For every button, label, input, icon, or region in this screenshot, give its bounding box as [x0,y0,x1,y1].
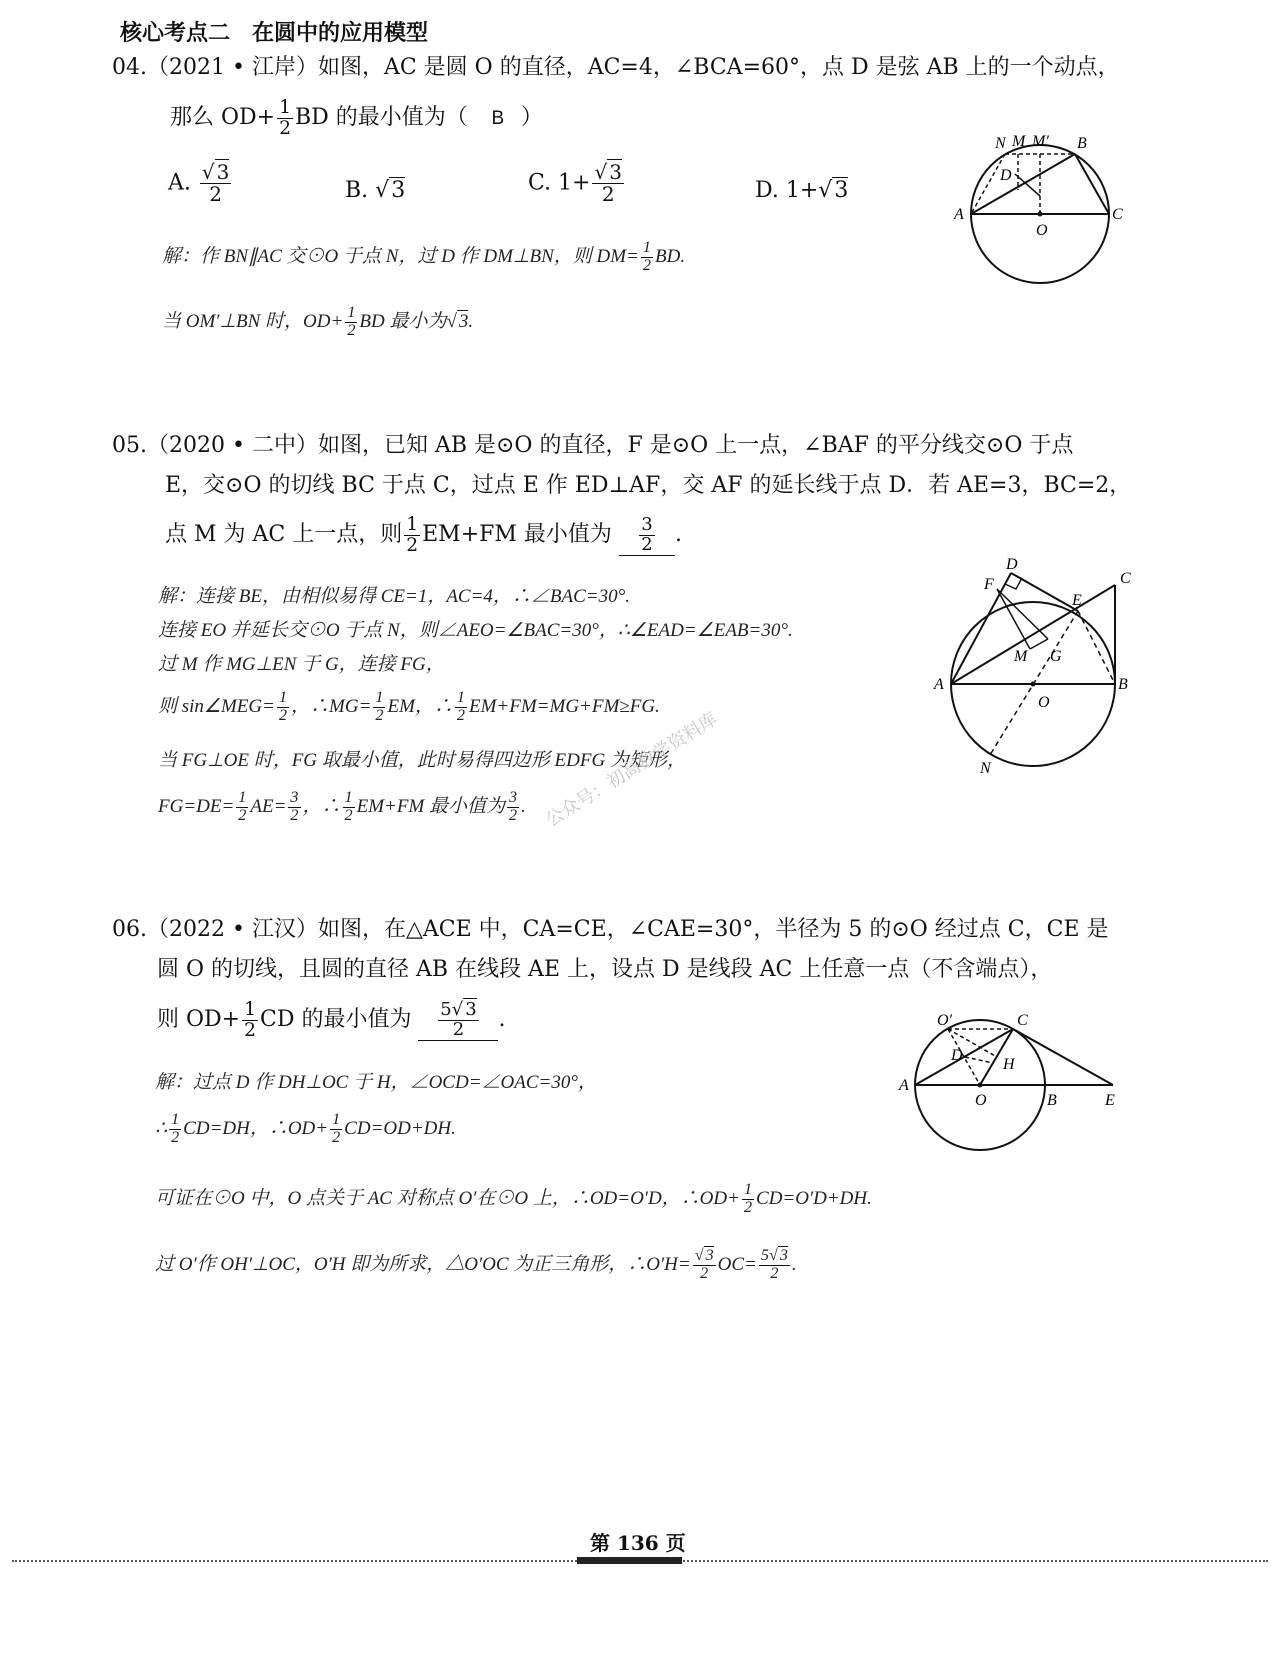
q5-sol6c: ，∴ [302,796,341,817]
choice-a-value [200,162,231,205]
label-d: D [951,1047,963,1064]
q5-solution-line3: 过 M 作 MG⊥EN 于 G，连接 FG， [158,654,445,675]
line-ad [951,573,1011,684]
q5-solution-line4 [158,690,660,725]
frac-den: 2 [347,322,356,340]
frac-num: 1 [244,999,256,1020]
label-d: D [1006,556,1018,573]
label-o: O [975,1092,987,1109]
q6-sol2b: CD=DH，∴OD+ [183,1118,329,1139]
q5-solution-line1: 解：连接 BE，由相似易得 CE=1，AC=4，∴∠BAC=30°. [158,586,630,607]
fraction-half [242,1000,258,1040]
frac-den: 2 [642,257,651,275]
line-fm [997,589,1030,649]
sqrt-sign: √ [694,1247,704,1265]
section-label: 核心考点二 [120,21,231,46]
one-plus: 1+ [558,170,591,196]
label-n: N [980,760,991,777]
frac-den: 2 [279,117,291,139]
point-o [978,1083,983,1088]
line-dh [965,1057,993,1063]
fraction-sqrt3-half [693,1248,716,1283]
q4-sol1a: 解：作 BN∥AC 交⊙O 于点 N，过 D 作 DM⊥BN，则 DM= [162,246,639,267]
q4-stem1: 如图，AC 是圆 O 的直径，AC=4，∠BCA=60°，点 D 是弦 AB 上的一个动点， [317,55,1120,80]
q5-sol6d: EM+FM 最小值为 [356,796,506,817]
q4-figure [940,118,1140,318]
sqrt-sign: √ [818,178,833,203]
chord-ab [971,154,1075,214]
q4-stem2c: ） [520,105,543,131]
frac-num [592,162,623,184]
label-n: N [995,135,1006,152]
fraction-half [277,690,289,725]
q5-solution-line5: 当 FG⊥OE 时，FG 取最小值，此时易得四边形 EDFG 为矩形， [158,750,686,771]
frac-den: 2 [452,1018,465,1040]
choice-label: A. [168,170,191,196]
sqrt-sign: √ [768,1247,778,1265]
frac-den: 2 [375,707,384,725]
q6-solution-line4 [155,1248,797,1283]
q4-solution-line1 [162,240,685,275]
q4-choice-c [528,162,626,205]
fraction-half [404,515,420,555]
frac-num: 1 [238,789,247,807]
q6-stem-line2 [157,950,1172,990]
chord-bc [1075,154,1109,214]
sqrt-sign: √ [446,311,457,332]
sqrt-sign: √ [451,998,464,1020]
frac-num [200,162,231,184]
q6-figure [895,1005,1125,1165]
fraction-half [169,1112,181,1147]
label-e: E [1072,592,1082,609]
label-o2: O′ [937,1012,953,1029]
frac-num: 1 [456,689,465,707]
q5-stem-line3 [165,515,682,556]
q6-stem-line3 [157,1000,505,1041]
q5-sol6b: AE= [250,796,287,817]
q5-solution-line6 [158,790,526,825]
label-a: A [954,206,964,223]
q6-sol2a: ∴ [155,1118,168,1139]
sqrt-radicand: 3 [458,311,469,332]
q5-stem1: 如图，已知 AB 是⊙O 的直径，F 是⊙O 上一点，∠BAF 的平分线交⊙O 于点 [317,433,1074,458]
q5-stem2: E，交⊙O 的切线 BC 于点 C，过点 E 作 ED⊥AF，交 AF 的延长线于点 D．若 AE=3，BC=2， [165,473,1132,498]
frac-den: 2 [743,1199,753,1217]
q4-choice-d [755,178,848,203]
frac-num: 3 [509,789,518,807]
line-fg [997,589,1048,639]
q6-solution-line1: 解：过点 D 作 DH⊥OC 于 H，∠OCD=∠OAC=30°， [155,1072,597,1093]
q6-source: （2022 • 江汉） [147,917,318,942]
line-ac [951,585,1115,684]
sqrt-sign: √ [201,160,215,184]
sqrt-radicand: 3 [779,1247,788,1265]
frac-den: 2 [238,807,247,825]
q6-sol4b: OC= [717,1254,757,1275]
q4-stem-line1 [112,48,1172,88]
fraction-three-halves [288,790,300,825]
q6-stem-line1 [112,910,1172,950]
coef-five: 5 [440,998,452,1020]
section-title: 在圆中的应用模型 [252,21,429,46]
label-c: C [1017,1012,1028,1029]
frac-den: 2 [244,1019,256,1041]
q5-sol4d: EM+FM=MG+FM≥FG. [468,696,660,717]
sqrt-radicand: 3 [705,1247,714,1265]
label-g: G [1050,648,1062,665]
q4-choice-b [345,178,405,203]
sqrt-radicand: 3 [465,998,477,1020]
label-b: B [1118,676,1128,693]
label-o: O [1038,694,1050,711]
q6-sol3a: 可证在⊙O 中，O 点关于 AC 对称点 O′在⊙O 上，∴OD=O′D，∴OD+ [155,1188,740,1209]
label-a: A [934,676,944,693]
frac-num: 1 [743,1181,753,1199]
frac-num: 1 [347,304,356,322]
sqrt-radicand: 3 [391,178,406,203]
frac-num: 1 [171,1111,180,1129]
q6-sol2c: CD=OD+DH. [344,1118,456,1139]
frac-num [759,1248,790,1266]
line-be [1078,611,1115,684]
label-b: B [1077,135,1087,152]
page-number: 第 136 页 [590,1531,686,1555]
frac-den: 2 [290,807,299,825]
choice-c-frac [592,162,623,205]
watermark: 公众号：初高数学资料库 [542,708,722,832]
frac-den: 2 [601,182,615,206]
fraction-half [373,690,385,725]
q4-sol1b: BD. [655,246,686,267]
q5-stem-line2 [165,466,1175,506]
label-a: A [899,1077,909,1094]
fraction-half [277,98,293,138]
frac-den: 2 [278,707,288,725]
tangent-ce [1013,1029,1113,1085]
fraction-half [345,305,357,340]
answer-frac [438,998,478,1040]
frac-den: 2 [332,1129,341,1147]
q5-solution-line2: 连接 EO 并延长交⊙O 于点 N，则∠AEO=∠BAC=30°，∴∠EAD=∠EAB=30°. [158,620,793,641]
fraction-half [343,790,355,825]
q6-solution-line2 [155,1112,456,1147]
frac-den: 2 [641,533,653,555]
fraction-half [455,690,467,725]
frac-den: 2 [344,807,353,825]
frac-num: 1 [279,97,291,118]
label-c: C [1112,206,1123,223]
q4-answer: B [491,108,505,130]
coef-five: 5 [760,1247,769,1265]
q5-sol6e: . [521,796,526,817]
q4-choice-a [168,162,233,205]
section-heading [120,16,428,47]
frac-num: 1 [642,239,651,257]
q4-source: （2021 • 江岸） [147,55,318,80]
label-m2: M′ [1032,133,1049,150]
q6-stem3c: . [498,1007,506,1033]
q5-stem-line1 [112,426,1172,466]
fraction-half [742,1182,754,1217]
label-e: E [1105,1092,1115,1109]
fraction-three-halves [507,790,519,825]
label-m: M [1014,648,1028,665]
q6-stem3b: CD 的最小值为 [260,1007,412,1033]
fraction-half [330,1112,342,1147]
q5-sol4b: ，∴MG= [291,696,372,717]
label-b: B [1047,1092,1057,1109]
label-o: O [1036,222,1048,239]
q4-sol2b: BD 最小为 [359,311,447,332]
fraction-half [641,240,653,275]
fraction-5sqrt3-half [759,1248,790,1283]
fraction-half [236,790,248,825]
frac-num: 1 [406,514,419,535]
frac-num: 1 [375,689,384,707]
frac-den: 2 [406,534,419,556]
frac-den: 2 [171,1129,180,1147]
choice-label: B. [345,178,369,203]
q5-stem3b: EM+FM 最小值为 [422,522,612,548]
label-h: H [1003,1056,1015,1073]
sqrt-radicand: 3 [834,178,849,203]
q4-stem2a: 那么 OD+ [170,105,276,131]
label-c: C [1120,570,1131,587]
q6-stem2: 圆 O 的切线，且圆的直径 AB 在线段 AE 上，设点 D 是线段 AC 上任意一点（不含端点）， [157,957,1053,982]
answer-frac [639,513,654,555]
label-m: M [1012,133,1026,150]
q6-stem3a: 则 OD+ [157,1007,241,1033]
q4-solution-line2 [162,305,473,340]
line-ac [915,1029,1013,1085]
sqrt-sign: √ [594,160,608,184]
frac-num [438,998,478,1021]
choice-label: D. [755,178,779,203]
q5-sol4a: 则 sin∠MEG= [158,696,275,717]
q6-number: 06. [112,917,147,942]
q6-sol3b: CD=O′D+DH. [756,1188,872,1209]
frac-num: 3 [641,513,653,535]
q4-sol2a: 当 OM′⊥BN 时，OD+ [162,311,344,332]
point-o [1031,682,1036,687]
sqrt-sign: √ [375,178,390,203]
q5-source: （2020 • 二中） [147,433,318,458]
choice-label: C. [528,170,552,196]
q5-stem3c: . [674,522,682,548]
q5-number: 05. [112,433,147,458]
line-mg [1030,639,1048,649]
q5-answer [619,515,675,556]
frac-den: 2 [770,1265,779,1283]
q6-sol4a: 过 O′作 OH′⊥OC，O′H 即为所求，△O′OC 为正三角形，∴O′H= [155,1254,691,1275]
q4-stem2b: BD 的最小值为（ [295,105,468,131]
point-o [1038,212,1043,217]
q4-number: 04. [112,55,147,80]
one-plus: 1+ [785,178,819,203]
frac-den: 2 [209,182,222,206]
q4-stem-line2 [170,98,543,139]
sqrt-radicand: 3 [216,160,230,184]
q6-stem1: 如图，在△ACE 中，CA=CE，∠CAE=30°，半径为 5 的⊙O 经过点 C，CE 是 [317,917,1109,942]
q5-sol6a: FG=DE= [158,796,235,817]
q5-sol4c: EM，∴ [387,696,453,717]
q5-stem3a: 点 M 为 AC 上一点，则 [165,522,403,548]
q5-figure [930,556,1140,780]
frac-num: 1 [344,789,353,807]
frac-den: 2 [456,707,465,725]
q6-sol4c: . [791,1254,797,1275]
label-d: D [1000,167,1012,184]
label-f: F [984,576,994,593]
frac-num: 1 [278,689,288,707]
q6-solution-line3 [155,1182,872,1217]
q4-sol2c: . [468,311,474,332]
frac-num [693,1248,716,1266]
frac-den: 2 [509,807,518,825]
frac-num: 3 [290,789,299,807]
footer-bar [577,1557,682,1564]
sqrt-radicand: 3 [609,160,622,184]
q6-answer [418,1000,498,1041]
frac-num: 1 [332,1111,341,1129]
frac-den: 2 [700,1265,709,1283]
